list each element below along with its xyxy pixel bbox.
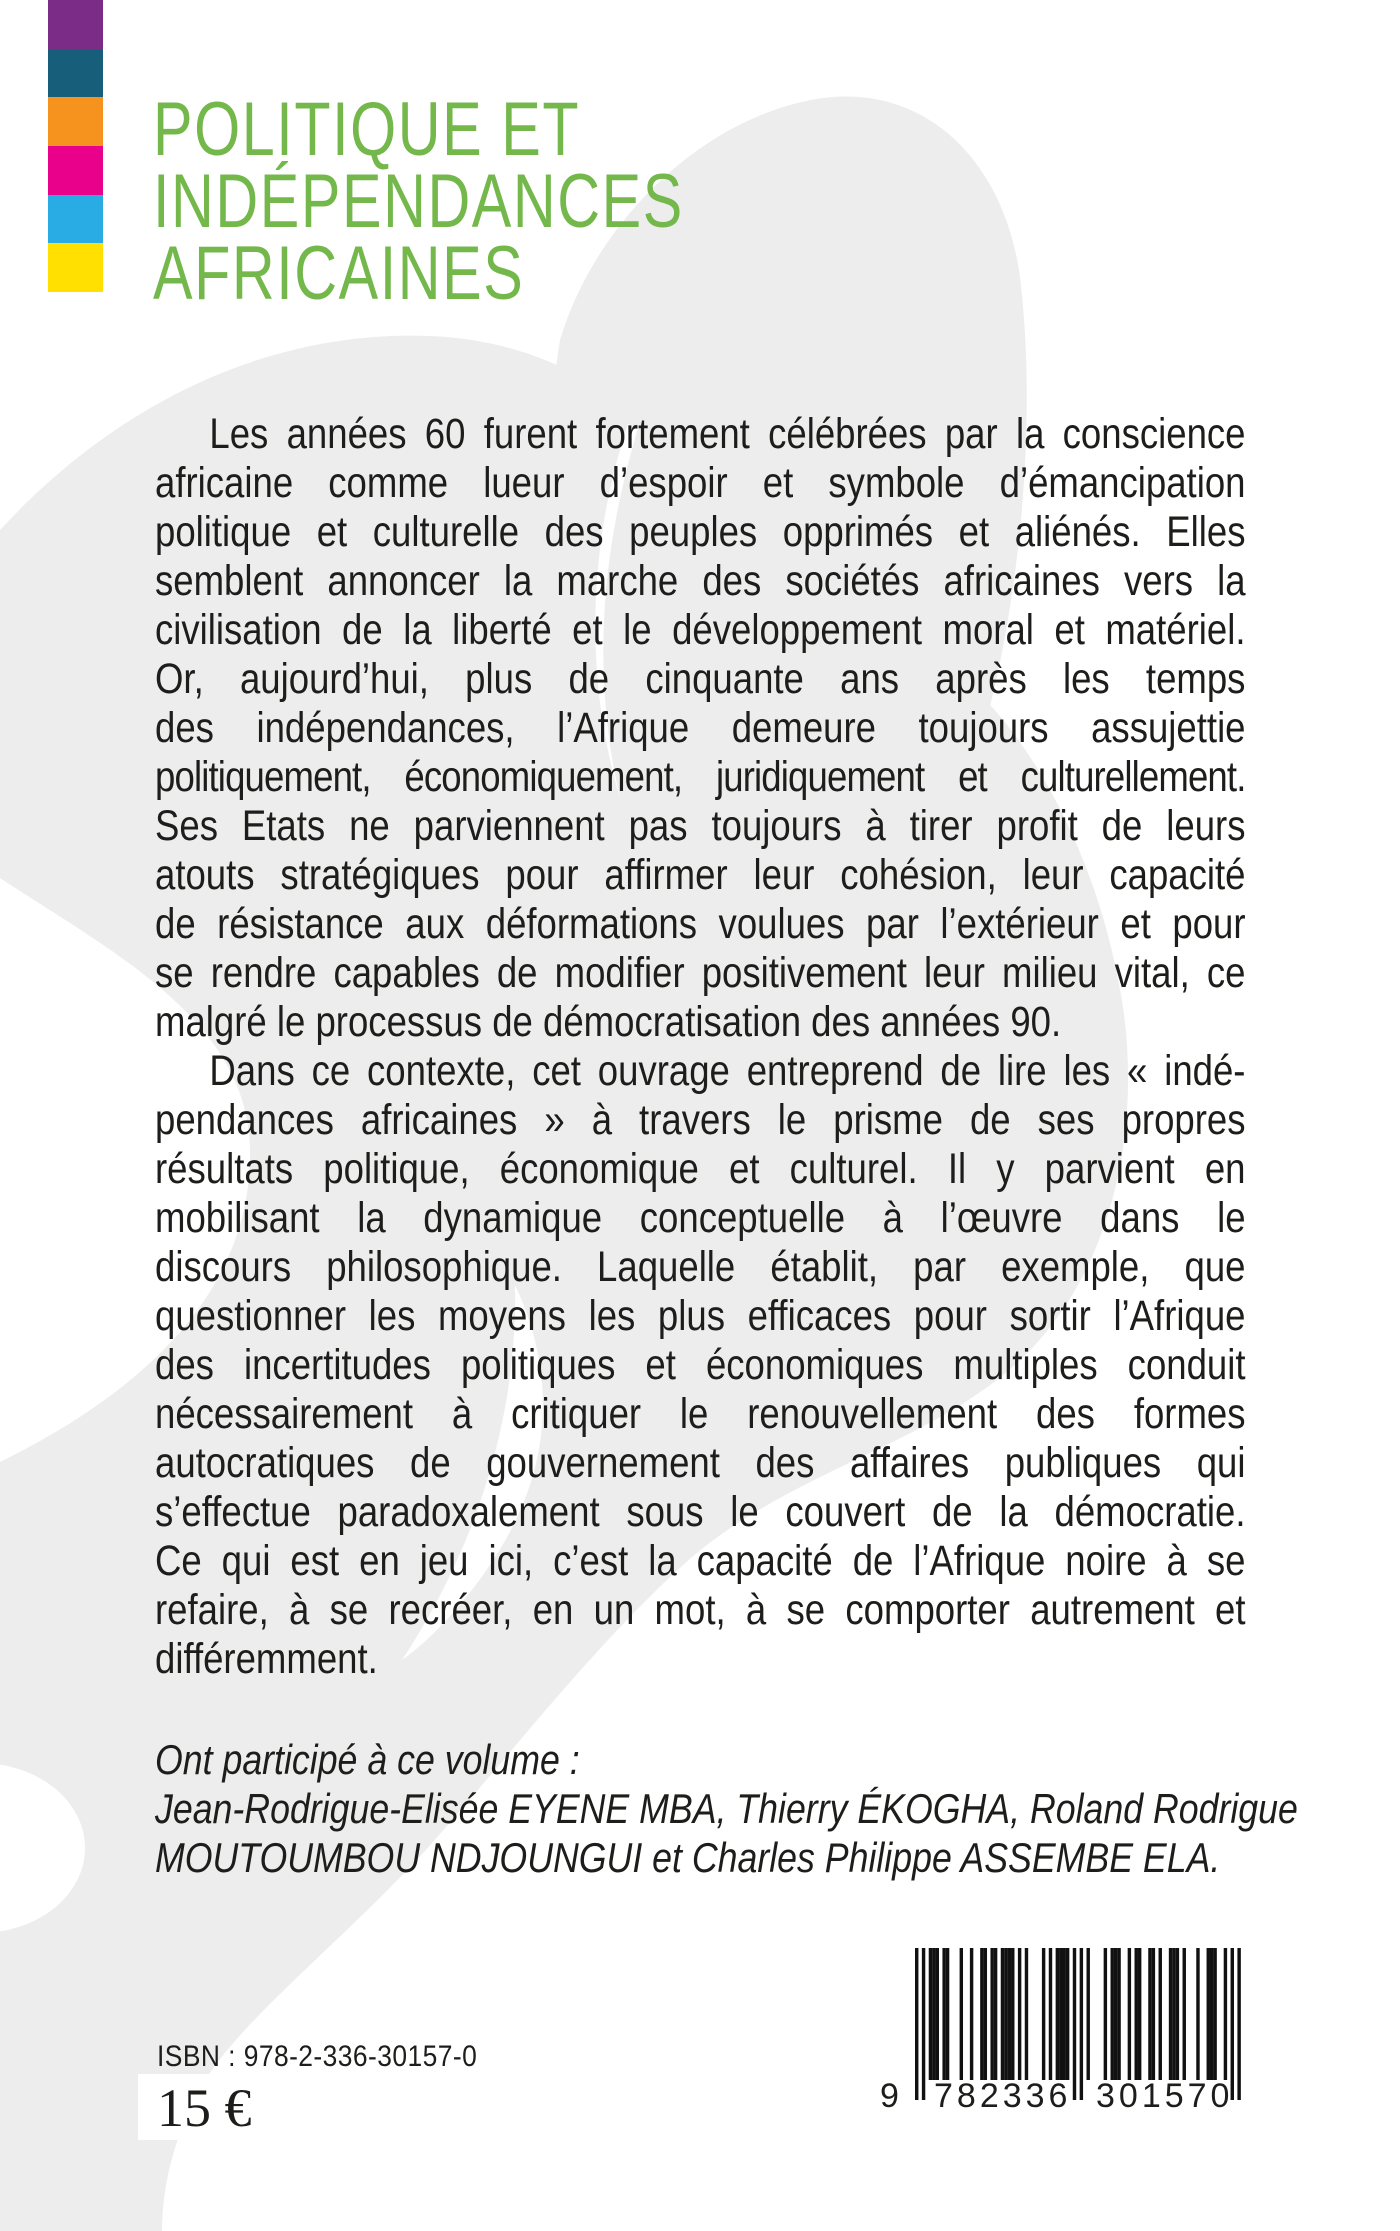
title-line-2: INDÉPENDANCES <box>153 159 684 244</box>
synopsis-line: nécessairement à critiquer le renouvellement des formes <box>155 1390 1246 1438</box>
synopsis-line: mobilisant la dynamique conceptuelle à l’œuvre dans le <box>155 1194 1246 1242</box>
color-square-yellow <box>48 243 103 292</box>
synopsis-line: pendances africaines » à travers le prisme de ses propres <box>155 1096 1246 1144</box>
synopsis-line: Or, aujourd’hui, plus de cinquante ans après les temps <box>155 655 1246 703</box>
synopsis-line: politique et culturelle des peuples opprimés et aliénés. Elles <box>155 508 1246 556</box>
synopsis-line: des incertitudes politiques et économiques multiples conduit <box>155 1341 1246 1389</box>
synopsis-line: questionner les moyens les plus efficaces pour sortir l’Afrique <box>155 1292 1246 1340</box>
synopsis-line: politiquement, économiquement, juridiquement et culturellement. <box>155 753 1246 801</box>
synopsis-line: africaine comme lueur d’espoir et symbole d’émancipation <box>155 459 1246 507</box>
spine-color-strip <box>48 0 103 292</box>
title-line-3: AFRICAINES <box>153 231 525 316</box>
color-square-cyan <box>48 195 103 244</box>
synopsis-line: Les années 60 furent fortement célébrées par la conscience <box>209 410 1246 458</box>
synopsis-line: de résistance aux déformations voulues par l’extérieur et pour <box>155 900 1246 948</box>
barcode-digit-group-2: 301570 <box>1096 2077 1234 2115</box>
contributors-heading: Ont participé à ce volume : <box>155 1736 580 1783</box>
isbn-label: ISBN : 978-2-336-30157-0 <box>157 2040 478 2073</box>
color-square-magenta <box>48 146 103 195</box>
synopsis-line: atouts stratégiques pour affirmer leur cohésion, leur capacité <box>155 851 1246 899</box>
synopsis-line: s’effectue paradoxalement sous le couvert de la démocratie. <box>155 1488 1246 1536</box>
synopsis-line: Dans ce contexte, cet ouvrage entreprend de lire les « indé- <box>209 1047 1246 1095</box>
contributor-names-line: MOUTOUMBOU NDJOUNGUI et Charles Philippe ASSEMBE ELA. <box>155 1834 1221 1881</box>
synopsis-line: résultats politique, économique et culturel. Il y parvient en <box>155 1145 1246 1193</box>
color-square-purple <box>48 0 103 49</box>
synopsis-line: civilisation de la liberté et le développement moral et matériel. <box>155 606 1246 654</box>
barcode-digit-first: 9 <box>880 2077 899 2115</box>
contributor-names-line: Jean-Rodrigue-Elisée EYENE MBA, Thierry ÉKOGHA, Roland Rodrigue <box>155 1785 1298 1832</box>
synopsis-line: autocratiques de gouvernement des affaires publiques qui <box>155 1439 1246 1487</box>
barcode <box>880 1948 1260 2140</box>
synopsis-line: malgré le processus de démocratisation des années 90. <box>155 998 1062 1046</box>
synopsis-line: Ses Etats ne parviennent pas toujours à tirer profit de leurs <box>155 802 1246 850</box>
book-title <box>153 87 834 316</box>
synopsis-line: se rendre capables de modifier positivement leur milieu vital, ce <box>155 949 1246 997</box>
synopsis-line: différemment. <box>155 1635 378 1683</box>
synopsis-line: Ce qui est en jeu ici, c’est la capacité de l’Afrique noire à se <box>155 1537 1246 1585</box>
synopsis <box>155 410 1245 1684</box>
title-line-1: POLITIQUE ET <box>153 87 581 172</box>
synopsis-line: discours philosophique. Laquelle établit, par exemple, que <box>155 1243 1246 1291</box>
contributors-block <box>155 1735 1400 1882</box>
synopsis-line: semblent annoncer la marche des sociétés africaines vers la <box>155 557 1246 605</box>
color-square-dark-teal <box>48 49 103 98</box>
barcode-digit-group-1: 782336 <box>934 2077 1072 2115</box>
color-square-orange <box>48 97 103 146</box>
synopsis-line: refaire, à se recréer, en un mot, à se comporter autrement et <box>155 1586 1246 1634</box>
price-label: 15 € <box>157 2078 252 2138</box>
synopsis-line: des indépendances, l’Afrique demeure toujours assujettie <box>155 704 1246 752</box>
